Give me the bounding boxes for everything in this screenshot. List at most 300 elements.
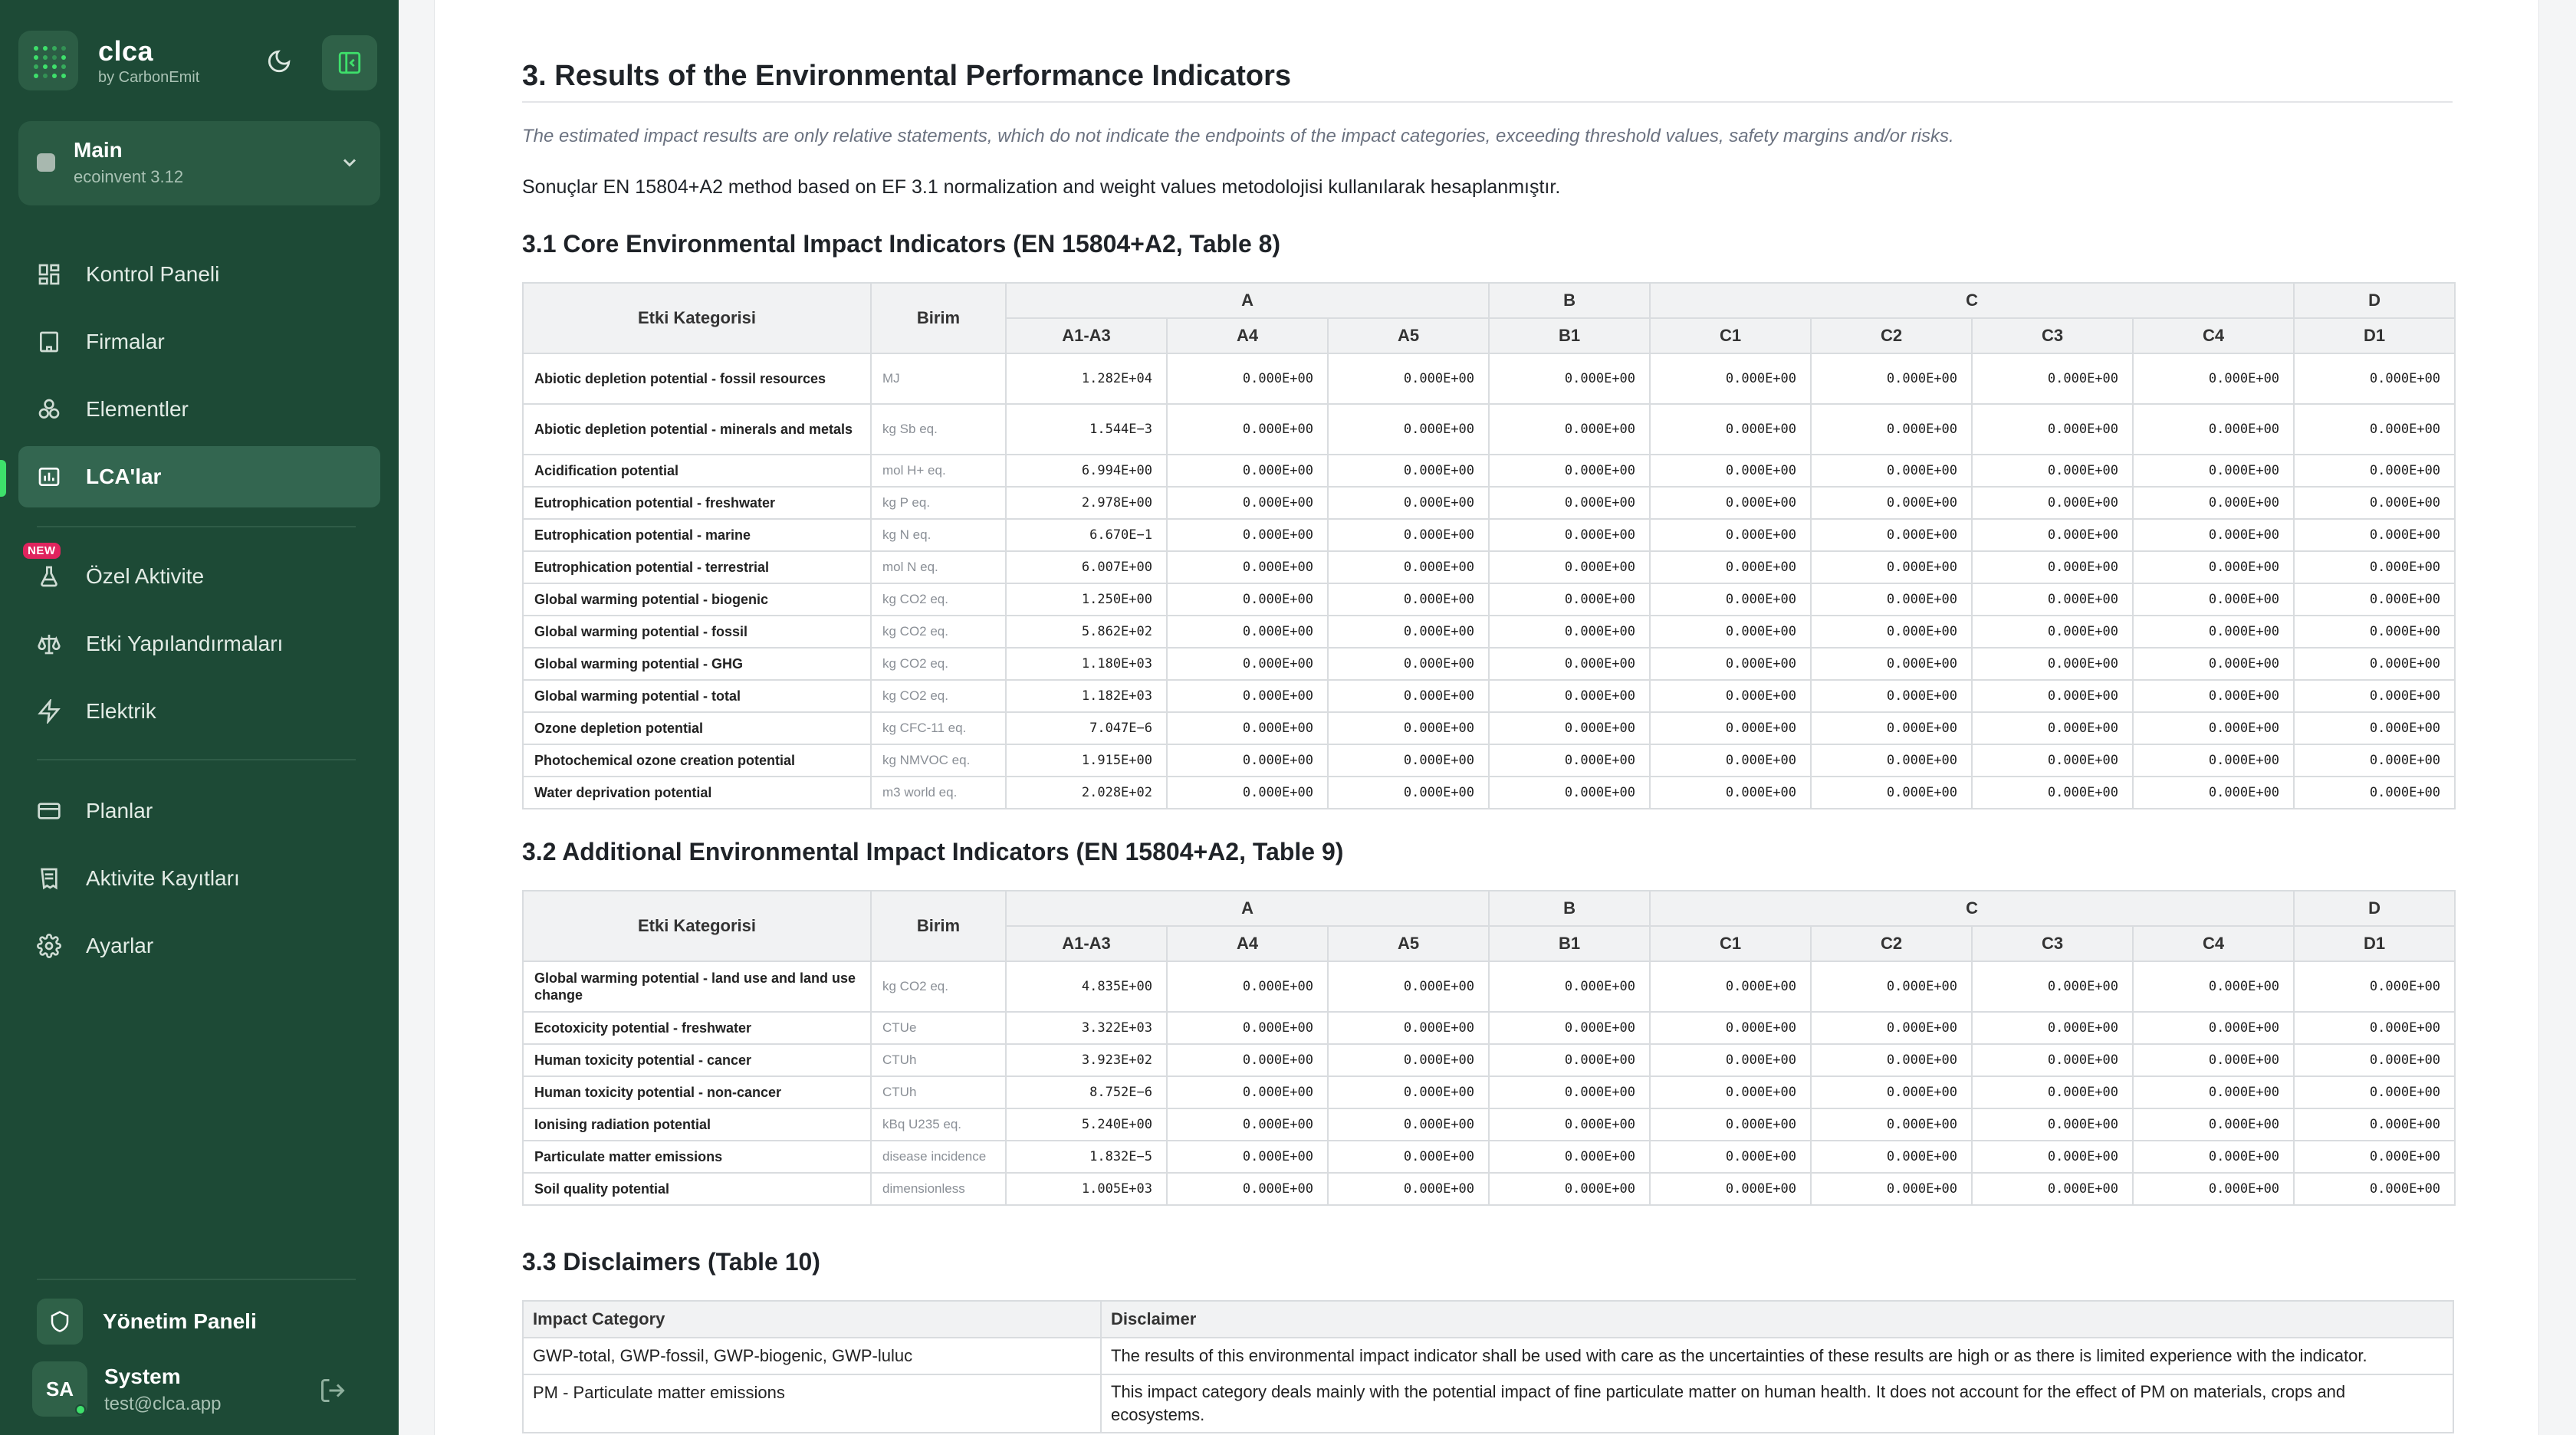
value-cell: 0.000E+00 <box>1489 519 1650 551</box>
nav-item-elements[interactable] <box>18 379 380 440</box>
additional-indicators-table <box>522 890 2456 1206</box>
value-cell: 0.000E+00 <box>1972 1012 2133 1044</box>
value-cell: 0.000E+00 <box>2294 1012 2455 1044</box>
value-cell: 0.000E+00 <box>1811 961 1972 1012</box>
value-cell: 0.000E+00 <box>1167 712 1328 744</box>
value-cell: 0.000E+00 <box>1489 353 1650 404</box>
value-cell: 0.000E+00 <box>1489 404 1650 455</box>
value-cell: 0.000E+00 <box>1489 455 1650 487</box>
module-header: B1 <box>1489 318 1650 353</box>
unit-cell: CTUe <box>871 1012 1006 1044</box>
impact-category-cell: Global warming potential - total <box>523 680 871 712</box>
value-cell: 0.000E+00 <box>1167 680 1328 712</box>
value-cell: 0.000E+00 <box>1650 1076 1811 1108</box>
table-row <box>523 712 2455 744</box>
value-cell: 0.000E+00 <box>1811 1012 1972 1044</box>
table-row <box>523 1044 2455 1076</box>
column-header: Disclaimer <box>1101 1301 2453 1338</box>
online-status-dot <box>75 1404 86 1415</box>
column-header: Impact Category <box>523 1301 1101 1338</box>
value-cell: 0.000E+00 <box>1811 616 1972 648</box>
value-cell-a1-a3: 1.915E+00 <box>1006 744 1167 777</box>
table-row <box>523 961 2455 1012</box>
unit-cell: kg CO2 eq. <box>871 648 1006 680</box>
nav-item-impact-configs[interactable] <box>18 613 380 675</box>
table-header-row <box>523 1301 2453 1338</box>
value-cell: 0.000E+00 <box>2133 1173 2294 1205</box>
disclaimer-cell: This impact category deals mainly with the potential impact of fine particulate matter on human health. It does not account for the effect of PM on materials, crops and ecosystems. <box>1101 1374 2453 1433</box>
value-cell-a1-a3: 8.752E−6 <box>1006 1076 1167 1108</box>
unit-cell: CTUh <box>871 1044 1006 1076</box>
value-cell: 0.000E+00 <box>1167 404 1328 455</box>
value-cell: 0.000E+00 <box>1650 616 1811 648</box>
value-cell: 0.000E+00 <box>1328 712 1489 744</box>
impact-category-cell: Abiotic depletion potential - fossil resources <box>523 353 871 404</box>
footer-divider <box>37 1279 356 1280</box>
module-header: C2 <box>1811 318 1972 353</box>
value-cell: 0.000E+00 <box>1650 455 1811 487</box>
value-cell: 0.000E+00 <box>2294 1141 2455 1173</box>
value-cell: 0.000E+00 <box>1489 1173 1650 1205</box>
chart-icon <box>35 463 63 491</box>
value-cell: 0.000E+00 <box>2133 616 2294 648</box>
impact-category-cell: Ozone depletion potential <box>523 712 871 744</box>
value-cell: 0.000E+00 <box>2133 455 2294 487</box>
stage-group-header: C <box>1650 891 2294 926</box>
value-cell: 0.000E+00 <box>1328 1076 1489 1108</box>
value-cell: 0.000E+00 <box>2294 353 2455 404</box>
stage-group-header: B <box>1489 283 1650 318</box>
value-cell: 0.000E+00 <box>1972 1076 2133 1108</box>
value-cell: 0.000E+00 <box>2133 712 2294 744</box>
value-cell: 0.000E+00 <box>1328 616 1489 648</box>
value-cell: 0.000E+00 <box>1167 487 1328 519</box>
unit-cell: MJ <box>871 353 1006 404</box>
value-cell: 0.000E+00 <box>1650 353 1811 404</box>
logout-button[interactable] <box>316 1374 350 1407</box>
value-cell: 0.000E+00 <box>1972 455 2133 487</box>
value-cell: 0.000E+00 <box>1972 961 2133 1012</box>
impact-category-cell: Abiotic depletion potential - minerals and metals <box>523 404 871 455</box>
value-cell: 0.000E+00 <box>2294 1108 2455 1141</box>
value-cell: 0.000E+00 <box>1972 404 2133 455</box>
value-cell: 0.000E+00 <box>1811 583 1972 616</box>
value-cell: 0.000E+00 <box>1650 487 1811 519</box>
value-cell: 0.000E+00 <box>2294 777 2455 809</box>
value-cell: 0.000E+00 <box>1650 551 1811 583</box>
nav-item-plans[interactable] <box>18 780 380 842</box>
value-cell: 0.000E+00 <box>1972 744 2133 777</box>
components-icon <box>35 396 63 423</box>
value-cell: 0.000E+00 <box>2294 519 2455 551</box>
unit-cell: kg CO2 eq. <box>871 616 1006 648</box>
unit-cell: kg CO2 eq. <box>871 680 1006 712</box>
table-row <box>523 1338 2453 1374</box>
unit-cell: kg N eq. <box>871 519 1006 551</box>
value-cell: 0.000E+00 <box>1489 648 1650 680</box>
unit-cell: kg CO2 eq. <box>871 583 1006 616</box>
value-cell: 0.000E+00 <box>1811 777 1972 809</box>
logo-icon[interactable] <box>18 31 78 90</box>
value-cell: 0.000E+00 <box>1972 1108 2133 1141</box>
collapse-sidebar-button[interactable] <box>322 35 377 90</box>
workspace-icon <box>37 153 55 172</box>
module-header: C1 <box>1650 926 1811 961</box>
value-cell: 0.000E+00 <box>2294 744 2455 777</box>
nav-label: Elementler <box>86 397 189 421</box>
value-cell-a1-a3: 6.007E+00 <box>1006 551 1167 583</box>
module-header: A1-A3 <box>1006 926 1167 961</box>
core-indicators-title: 3.1 Core Environmental Impact Indicators (EN 15804+A2, Table 8) <box>522 230 1281 258</box>
value-cell: 0.000E+00 <box>2133 1108 2294 1141</box>
value-cell: 0.000E+00 <box>1167 1108 1328 1141</box>
value-cell: 0.000E+00 <box>1328 1012 1489 1044</box>
value-cell: 0.000E+00 <box>1328 680 1489 712</box>
value-cell: 0.000E+00 <box>1328 487 1489 519</box>
module-header: C4 <box>2133 926 2294 961</box>
stage-group-header: A <box>1006 891 1489 926</box>
table-row <box>523 487 2455 519</box>
table-row <box>523 1012 2455 1044</box>
value-cell: 0.000E+00 <box>1972 519 2133 551</box>
admin-panel-link[interactable] <box>37 1299 257 1345</box>
impact-category-cell: Soil quality potential <box>523 1173 871 1205</box>
nav-item-lcas[interactable] <box>18 446 380 507</box>
value-cell: 0.000E+00 <box>2133 1044 2294 1076</box>
unit-cell: mol N eq. <box>871 551 1006 583</box>
value-cell: 0.000E+00 <box>1167 455 1328 487</box>
value-cell: 0.000E+00 <box>1167 1173 1328 1205</box>
table-row <box>523 680 2455 712</box>
nav-label: Firmalar <box>86 330 165 353</box>
sidebar <box>0 0 399 1435</box>
gear-icon <box>35 932 63 960</box>
table-row <box>523 1141 2455 1173</box>
table-group-header-row <box>523 891 2455 926</box>
table-group-header-row <box>523 283 2455 318</box>
value-cell: 0.000E+00 <box>1972 583 2133 616</box>
value-cell: 0.000E+00 <box>1489 961 1650 1012</box>
value-cell: 0.000E+00 <box>1811 744 1972 777</box>
value-cell: 0.000E+00 <box>2294 1076 2455 1108</box>
value-cell-a1-a3: 5.862E+02 <box>1006 616 1167 648</box>
value-cell: 0.000E+00 <box>1328 1141 1489 1173</box>
table-row <box>523 404 2455 455</box>
impact-category-cell: Global warming potential - land use and land use change <box>523 961 871 1012</box>
chevron-down-icon <box>339 152 360 173</box>
value-cell: 0.000E+00 <box>1489 777 1650 809</box>
value-cell: 0.000E+00 <box>1489 1076 1650 1108</box>
value-cell: 0.000E+00 <box>2133 648 2294 680</box>
value-cell: 0.000E+00 <box>1328 404 1489 455</box>
section-divider <box>522 101 2453 103</box>
value-cell: 0.000E+00 <box>1972 648 2133 680</box>
module-header: C1 <box>1650 318 1811 353</box>
value-cell: 0.000E+00 <box>1811 487 1972 519</box>
unit-cell: dimensionless <box>871 1173 1006 1205</box>
value-cell: 0.000E+00 <box>1167 777 1328 809</box>
table-row <box>523 1108 2455 1141</box>
brand <box>18 31 380 92</box>
value-cell: 0.000E+00 <box>1811 455 1972 487</box>
value-cell: 0.000E+00 <box>1972 777 2133 809</box>
column-header-category: Etki Kategorisi <box>523 283 871 353</box>
nav-label: Ayarlar <box>86 934 154 957</box>
value-cell: 0.000E+00 <box>1328 551 1489 583</box>
value-cell: 0.000E+00 <box>1972 1044 2133 1076</box>
workspace-selector[interactable] <box>18 121 380 205</box>
shield-icon <box>37 1299 83 1345</box>
value-cell: 0.000E+00 <box>1650 712 1811 744</box>
nav-item-electricity[interactable] <box>18 681 380 742</box>
value-cell: 0.000E+00 <box>1328 519 1489 551</box>
unit-cell: kg NMVOC eq. <box>871 744 1006 777</box>
stage-group-header: A <box>1006 283 1489 318</box>
nav-label: Etki Yapılandırmaları <box>86 632 284 655</box>
value-cell: 0.000E+00 <box>1489 551 1650 583</box>
nav-item-activity-logs[interactable] <box>18 848 380 909</box>
value-cell: 0.000E+00 <box>1650 583 1811 616</box>
nav-item-custom-activity[interactable] <box>18 546 380 607</box>
admin-panel-label: Yönetim Paneli <box>103 1309 257 1333</box>
stage-group-header: B <box>1489 891 1650 926</box>
value-cell: 0.000E+00 <box>2133 487 2294 519</box>
impact-category-cell: Ecotoxicity potential - freshwater <box>523 1012 871 1044</box>
value-cell: 0.000E+00 <box>2133 353 2294 404</box>
value-cell: 0.000E+00 <box>1328 777 1489 809</box>
value-cell: 0.000E+00 <box>1811 1173 1972 1205</box>
value-cell-a1-a3: 6.994E+00 <box>1006 455 1167 487</box>
logout-icon <box>319 1377 347 1404</box>
value-cell: 0.000E+00 <box>2133 744 2294 777</box>
user-email: test@clca.app <box>104 1394 222 1414</box>
table-row <box>523 455 2455 487</box>
value-cell: 0.000E+00 <box>1811 648 1972 680</box>
module-header: C3 <box>1972 318 2133 353</box>
value-cell: 0.000E+00 <box>1972 551 2133 583</box>
value-cell: 0.000E+00 <box>2133 583 2294 616</box>
app-byline: by CarbonEmit <box>98 69 200 86</box>
module-header: D1 <box>2294 318 2455 353</box>
value-cell: 0.000E+00 <box>1489 1044 1650 1076</box>
value-cell: 0.000E+00 <box>1650 1141 1811 1173</box>
value-cell-a1-a3: 1.544E−3 <box>1006 404 1167 455</box>
table-row <box>523 1076 2455 1108</box>
value-cell: 0.000E+00 <box>1167 353 1328 404</box>
table-row <box>523 583 2455 616</box>
value-cell: 0.000E+00 <box>1650 1173 1811 1205</box>
report-document <box>434 0 2539 1435</box>
value-cell: 0.000E+00 <box>1167 961 1328 1012</box>
value-cell: 0.000E+00 <box>2294 712 2455 744</box>
unit-cell: mol H+ eq. <box>871 455 1006 487</box>
stage-group-header: D <box>2294 891 2455 926</box>
value-cell-a1-a3: 7.047E−6 <box>1006 712 1167 744</box>
unit-cell: kg Sb eq. <box>871 404 1006 455</box>
value-cell: 0.000E+00 <box>2294 961 2455 1012</box>
value-cell: 0.000E+00 <box>2133 404 2294 455</box>
table-row <box>523 1374 2453 1433</box>
value-cell: 0.000E+00 <box>1972 487 2133 519</box>
impact-category-cell: Particulate matter emissions <box>523 1141 871 1173</box>
value-cell: 0.000E+00 <box>2133 680 2294 712</box>
dashboard-icon <box>35 261 63 288</box>
value-cell: 0.000E+00 <box>1650 961 1811 1012</box>
disclaimers-title: 3.3 Disclaimers (Table 10) <box>522 1248 820 1276</box>
value-cell: 0.000E+00 <box>1489 712 1650 744</box>
value-cell: 0.000E+00 <box>2133 1076 2294 1108</box>
value-cell: 0.000E+00 <box>1489 744 1650 777</box>
value-cell: 0.000E+00 <box>1328 1173 1489 1205</box>
workspace-database: ecoinvent 3.12 <box>74 167 184 186</box>
value-cell: 0.000E+00 <box>1811 353 1972 404</box>
stage-group-header: D <box>2294 283 2455 318</box>
nav-item-settings[interactable] <box>18 915 380 977</box>
value-cell: 0.000E+00 <box>1167 1012 1328 1044</box>
impact-category-cell: Eutrophication potential - terrestrial <box>523 551 871 583</box>
value-cell: 0.000E+00 <box>1650 648 1811 680</box>
value-cell: 0.000E+00 <box>1167 616 1328 648</box>
value-cell: 0.000E+00 <box>1167 744 1328 777</box>
unit-cell: kg P eq. <box>871 487 1006 519</box>
impact-category-cell: Acidification potential <box>523 455 871 487</box>
value-cell: 0.000E+00 <box>1167 648 1328 680</box>
unit-cell: kg CFC-11 eq. <box>871 712 1006 744</box>
value-cell-a1-a3: 1.005E+03 <box>1006 1173 1167 1205</box>
value-cell: 0.000E+00 <box>2294 648 2455 680</box>
impact-category-cell: Photochemical ozone creation potential <box>523 744 871 777</box>
value-cell: 0.000E+00 <box>1328 583 1489 616</box>
value-cell-a1-a3: 1.180E+03 <box>1006 648 1167 680</box>
table-row <box>523 551 2455 583</box>
value-cell: 0.000E+00 <box>1650 1044 1811 1076</box>
workspace-name: Main <box>74 138 123 162</box>
module-header: A4 <box>1167 318 1328 353</box>
impact-category-cell: Global warming potential - GHG <box>523 648 871 680</box>
value-cell: 0.000E+00 <box>2294 616 2455 648</box>
method-statement: Sonuçlar EN 15804+A2 method based on EF 3.1 normalization and weight values metodolojisi kullanılarak hesaplanmıştır. <box>522 176 1561 198</box>
value-cell: 0.000E+00 <box>1811 680 1972 712</box>
impact-category-cell: GWP-total, GWP-fossil, GWP-biogenic, GWP-luluc <box>523 1338 1101 1374</box>
impact-category-cell: Ionising radiation potential <box>523 1108 871 1141</box>
table-row <box>523 744 2455 777</box>
value-cell: 0.000E+00 <box>1811 1141 1972 1173</box>
impact-category-cell: Human toxicity potential - non-cancer <box>523 1076 871 1108</box>
nav-label: Aktivite Kayıtları <box>86 866 240 890</box>
value-cell: 0.000E+00 <box>1328 648 1489 680</box>
user-name: System <box>104 1364 181 1388</box>
value-cell: 0.000E+00 <box>2294 551 2455 583</box>
value-cell: 0.000E+00 <box>1489 680 1650 712</box>
value-cell: 0.000E+00 <box>1328 1108 1489 1141</box>
value-cell: 0.000E+00 <box>2294 487 2455 519</box>
scale-icon <box>35 630 63 658</box>
nav-item-dashboard[interactable] <box>18 244 380 305</box>
module-header: A5 <box>1328 926 1489 961</box>
theme-toggle-button[interactable] <box>253 35 305 87</box>
value-cell: 0.000E+00 <box>2294 455 2455 487</box>
table-row <box>523 519 2455 551</box>
module-header: C4 <box>2133 318 2294 353</box>
value-cell: 0.000E+00 <box>1489 1141 1650 1173</box>
value-cell: 0.000E+00 <box>1811 404 1972 455</box>
value-cell: 0.000E+00 <box>1328 1044 1489 1076</box>
module-header: C3 <box>1972 926 2133 961</box>
value-cell: 0.000E+00 <box>2294 1173 2455 1205</box>
value-cell-a1-a3: 3.923E+02 <box>1006 1044 1167 1076</box>
section-title: 3. Results of the Environmental Performance Indicators <box>522 60 1292 92</box>
unit-cell: m3 world eq. <box>871 777 1006 809</box>
impact-category-cell: Eutrophication potential - freshwater <box>523 487 871 519</box>
value-cell: 0.000E+00 <box>2294 583 2455 616</box>
disclaimer-note: The estimated impact results are only relative statements, which do not indicate the endpoints of the impact categories, exceeding threshold values, safety margins and/or risks. <box>522 126 1954 146</box>
value-cell: 0.000E+00 <box>1650 1012 1811 1044</box>
value-cell: 0.000E+00 <box>1489 616 1650 648</box>
nav-divider <box>37 526 356 527</box>
bolt-icon <box>35 698 63 725</box>
value-cell: 0.000E+00 <box>1972 353 2133 404</box>
value-cell: 0.000E+00 <box>1650 777 1811 809</box>
nav-item-companies[interactable] <box>18 311 380 373</box>
unit-cell: kBq U235 eq. <box>871 1108 1006 1141</box>
value-cell: 0.000E+00 <box>1811 1076 1972 1108</box>
value-cell: 0.000E+00 <box>2294 1044 2455 1076</box>
user-profile[interactable] <box>32 1361 370 1420</box>
panel-collapse-icon <box>337 50 363 76</box>
receipt-icon <box>35 865 63 892</box>
table-row <box>523 777 2455 809</box>
table-row <box>523 353 2455 404</box>
flask-icon <box>35 563 63 590</box>
additional-indicators-title: 3.2 Additional Environmental Impact Indicators (EN 15804+A2, Table 9) <box>522 838 1344 865</box>
value-cell: 0.000E+00 <box>1328 455 1489 487</box>
value-cell: 0.000E+00 <box>1650 519 1811 551</box>
nav-label: Planlar <box>86 799 153 823</box>
column-header-unit: Birim <box>871 283 1006 353</box>
unit-cell: CTUh <box>871 1076 1006 1108</box>
nav-divider <box>37 759 356 760</box>
value-cell-a1-a3: 2.978E+00 <box>1006 487 1167 519</box>
value-cell: 0.000E+00 <box>2133 961 2294 1012</box>
impact-category-cell: Water deprivation potential <box>523 777 871 809</box>
value-cell: 0.000E+00 <box>1167 551 1328 583</box>
nav-label: LCA'lar <box>86 465 162 488</box>
value-cell: 0.000E+00 <box>1972 712 2133 744</box>
value-cell: 0.000E+00 <box>1972 1141 2133 1173</box>
value-cell: 0.000E+00 <box>1650 404 1811 455</box>
value-cell: 0.000E+00 <box>1489 583 1650 616</box>
value-cell: 0.000E+00 <box>2133 777 2294 809</box>
module-header: A5 <box>1328 318 1489 353</box>
value-cell: 0.000E+00 <box>1811 1044 1972 1076</box>
value-cell-a1-a3: 4.835E+00 <box>1006 961 1167 1012</box>
avatar: SA <box>32 1361 87 1417</box>
value-cell-a1-a3: 1.182E+03 <box>1006 680 1167 712</box>
table-row <box>523 616 2455 648</box>
value-cell: 0.000E+00 <box>2133 1012 2294 1044</box>
value-cell-a1-a3: 1.250E+00 <box>1006 583 1167 616</box>
core-indicators-table <box>522 282 2456 809</box>
value-cell: 0.000E+00 <box>1167 1076 1328 1108</box>
impact-category-cell: PM - Particulate matter emissions <box>523 1374 1101 1433</box>
nav-label: Elektrik <box>86 699 156 723</box>
value-cell: 0.000E+00 <box>1328 353 1489 404</box>
unit-cell: kg CO2 eq. <box>871 961 1006 1012</box>
value-cell: 0.000E+00 <box>1167 519 1328 551</box>
moon-icon <box>266 48 292 74</box>
column-header-category: Etki Kategorisi <box>523 891 871 961</box>
impact-category-cell: Human toxicity potential - cancer <box>523 1044 871 1076</box>
